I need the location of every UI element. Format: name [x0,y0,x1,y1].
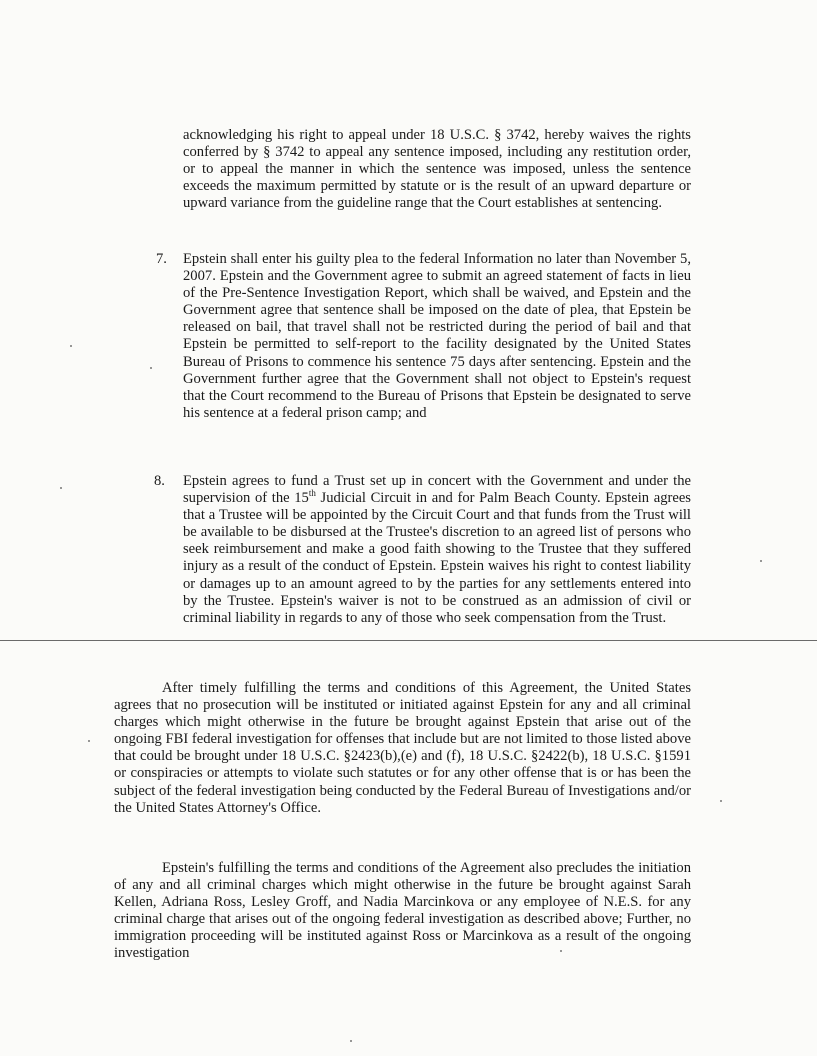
scan-speck [70,345,72,347]
item-8-text-part1: Epstein agrees to fund a Trust set up in concert with the Government and under the supervision of the 15 [183,473,691,507]
scan-line-artifact [0,640,817,641]
paragraph-co-conspirators [114,860,691,963]
paragraph-non-prosecution [114,680,691,817]
continuation-paragraph [183,127,691,212]
item-number-7: 7. [156,251,167,267]
item-8-text-part2: Judicial Circuit in and for Palm Beach County. Epstein agrees that a Trustee will be appointed by the Circuit Court and that funds from the Trust will be available to be disbursed at the Trustee's discretion to an agreed list of persons who seek reimbursement and make a good faith showing to the Trustee that they suffered injury as a result of the conduct of Epstein. Epstein waives his right to contest liability or damages up to an amount agreed to by the parties for any settlements entered into by the Trustee. Epstein's waiver is not to be construed as an admission of civil or criminal liability in regards to any of those who seek compensation from the Trust. [183,490,691,626]
list-item-7 [183,251,691,422]
scan-speck [350,1040,352,1042]
scan-speck [720,800,722,802]
scan-speck [150,367,152,369]
continuation-text: acknowledging his right to appeal under 18 U.S.C. § 3742, hereby waives the rights conferred by § 3742 to appeal any sentence imposed, including any restitution order, or to appeal the manner in which the sentence was imposed, unless the sentence exceeds the maximum permitted by statute or is the result of an upward departure or upward variance from the guideline range that the Court establishes at sentencing. [183,127,691,212]
list-item-8 [183,473,691,627]
item-7-text: Epstein shall enter his guilty plea to the federal Information no later than November 5, 2007. Epstein and the Government agree to submit an agreed statement of facts in lieu of the Pre-Sentence Investigation Report, which shall be waived, and Epstein and the Government agree that sentence shall be imposed on the date of plea, that Epstein be released on bail, that travel shall not be restricted during the period of bail and that Epstein be permitted to self-report to the facility designated by the United States Bureau of Prisons to commence his sentence 75 days after sentencing. Epstein and the Government further agree that the Government shall not object to Epstein's request that the Court recommend to the Bureau of Prisons that Epstein be designated to serve his sentence at a federal prison camp; and [183,251,691,421]
scan-speck [560,950,562,952]
ordinal-superscript: th [308,488,316,499]
scan-speck [60,487,62,489]
scan-speck [760,560,762,562]
paragraph-2-text: Epstein's fulfilling the terms and conditions of the Agreement also precludes the initiation of any and all criminal charges which might otherwise in the future be brought against Sarah Kellen, Adriana Ross, Lesley Groff, and Nadia Marcinkova or any employee of N.E.S. for any criminal charge that arises out of the ongoing federal investigation as described above; Further, no immigration proceeding will be instituted against Ross or Marcinkova as a result of the ongoing investigation [114,860,691,962]
item-number-8: 8. [154,473,165,489]
scan-speck [88,740,90,742]
paragraph-1-text: After timely fulfilling the terms and conditions of this Agreement, the United States agrees that no prosecution will be instituted or initiated against Epstein for any and all criminal charges which might otherwise in the future be brought against Epstein that arise out of the ongoing FBI federal investigation for offenses that include but are not limited to those listed above that could be brought under 18 U.S.C. §2423(b),(e) and (f), 18 U.S.C. §2422(b), 18 U.S.C. §1591 or conspiracies or attempts to violate such statutes or for any other offense that is or has been the subject of the federal investigation being conducted by the Federal Bureau of Investigations and/or the United States Attorney's Office. [114,680,691,816]
